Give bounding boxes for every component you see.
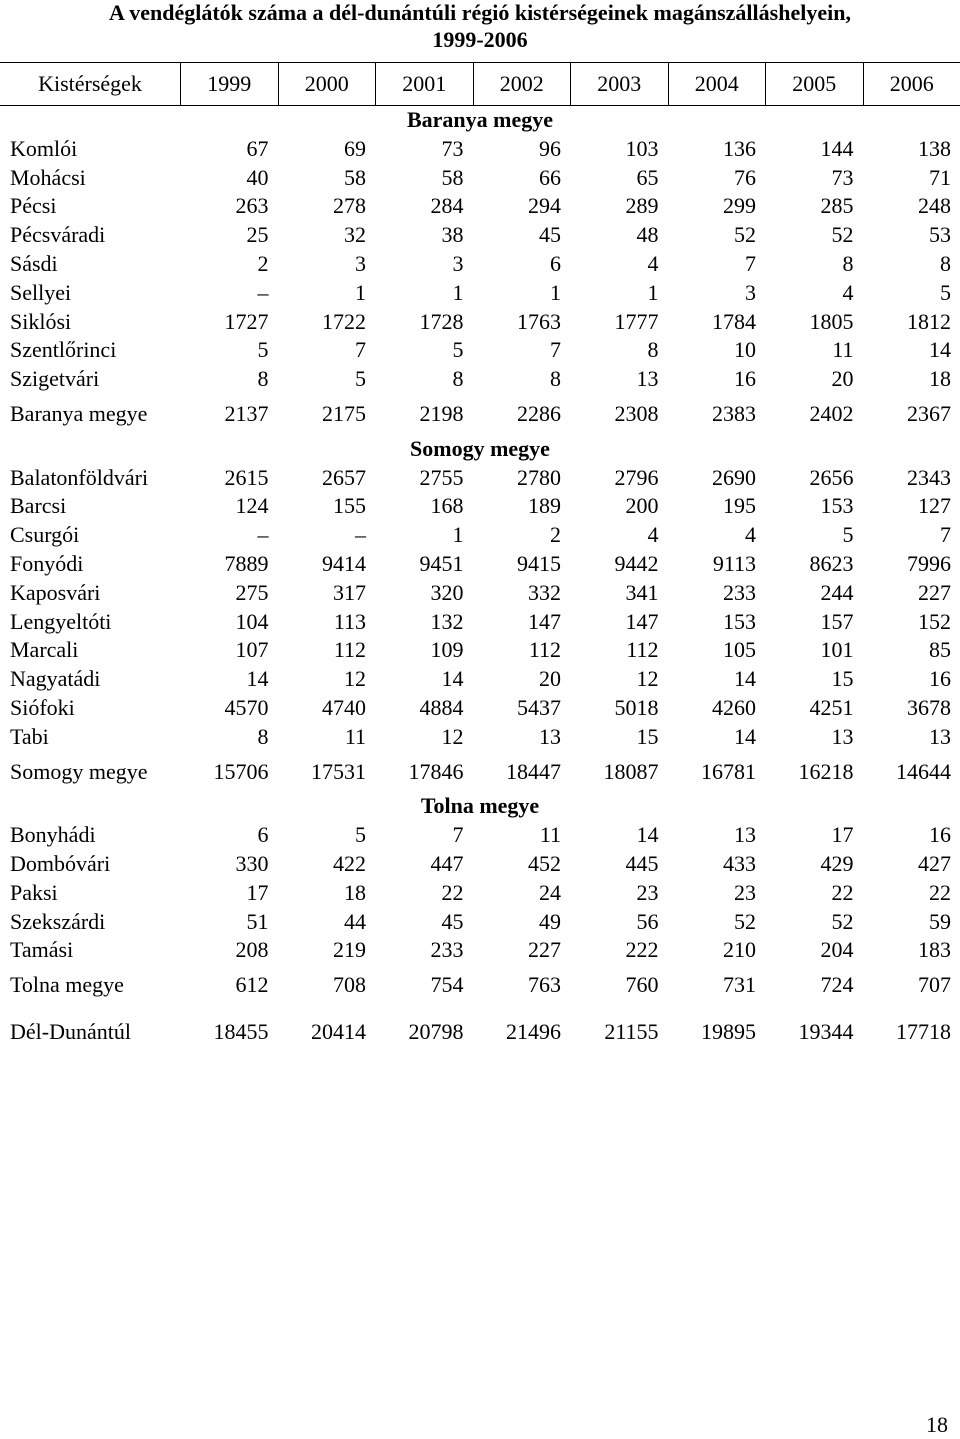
value-cell: 341 — [570, 579, 668, 608]
value-cell: 2615 — [180, 464, 278, 493]
value-cell: 1 — [570, 279, 668, 308]
table-title-line-1: A vendéglátók száma a dél-dunántúli régió kistérségeinek magánszálláshelyein, — [0, 0, 960, 26]
table-row — [0, 908, 960, 937]
value-cell: 2656 — [765, 464, 863, 493]
value-cell: 13 — [570, 365, 668, 394]
value-cell: 2402 — [765, 400, 863, 429]
value-cell: 17 — [180, 879, 278, 908]
value-cell: 5437 — [473, 694, 571, 723]
value-cell: 152 — [863, 608, 960, 637]
header-cell-year: 2003 — [570, 63, 668, 105]
value-cell: 107 — [180, 636, 278, 665]
value-cell: 1728 — [375, 308, 473, 337]
value-cell: – — [180, 279, 278, 308]
value-cell: 16218 — [765, 758, 863, 787]
region-total-row — [0, 1018, 960, 1047]
value-cell: 200 — [570, 492, 668, 521]
table-row — [0, 365, 960, 394]
value-cell: 112 — [570, 636, 668, 665]
value-cell: 13 — [473, 723, 571, 752]
table-row — [0, 164, 960, 193]
value-cell: 20414 — [278, 1018, 376, 1047]
row-label: Tamási — [0, 936, 180, 965]
value-cell: 760 — [570, 971, 668, 1000]
value-cell: 49 — [473, 908, 571, 937]
value-cell: 195 — [668, 492, 766, 521]
value-cell: 11 — [278, 723, 376, 752]
value-cell: 433 — [668, 850, 766, 879]
value-cell: 3 — [668, 279, 766, 308]
value-cell: 112 — [278, 636, 376, 665]
value-cell: 447 — [375, 850, 473, 879]
value-cell: 332 — [473, 579, 571, 608]
section-heading: Baranya megye — [0, 106, 960, 135]
value-cell: 724 — [765, 971, 863, 1000]
value-cell: 1777 — [570, 308, 668, 337]
row-label: Pécsi — [0, 192, 180, 221]
value-cell: 227 — [863, 579, 960, 608]
row-label: Csurgói — [0, 521, 180, 550]
value-cell: 147 — [473, 608, 571, 637]
value-cell: 5 — [765, 521, 863, 550]
value-cell: 4 — [668, 521, 766, 550]
table-row — [0, 135, 960, 164]
header-cell-label: Kistérségek — [0, 63, 180, 105]
value-cell: 85 — [863, 636, 960, 665]
row-label: Siklósi — [0, 308, 180, 337]
value-cell: 19895 — [668, 1018, 766, 1047]
row-label: Lengyeltóti — [0, 608, 180, 637]
value-cell: 2796 — [570, 464, 668, 493]
value-cell: 14644 — [863, 758, 960, 787]
value-cell: 5 — [278, 821, 376, 850]
value-cell: 11 — [765, 336, 863, 365]
value-cell: 208 — [180, 936, 278, 965]
value-cell: 17718 — [863, 1018, 960, 1047]
value-cell: 2 — [473, 521, 571, 550]
value-cell: 14 — [180, 665, 278, 694]
value-cell: 51 — [180, 908, 278, 937]
value-cell: 222 — [570, 936, 668, 965]
value-cell: 9442 — [570, 550, 668, 579]
value-cell: 153 — [668, 608, 766, 637]
value-cell: 18447 — [473, 758, 571, 787]
value-cell: 275 — [180, 579, 278, 608]
value-cell: 294 — [473, 192, 571, 221]
row-label: Szentlőrinci — [0, 336, 180, 365]
value-cell: 7 — [375, 821, 473, 850]
value-cell: 2383 — [668, 400, 766, 429]
row-label: Paksi — [0, 879, 180, 908]
row-label: Sásdi — [0, 250, 180, 279]
value-cell: 2367 — [863, 400, 960, 429]
value-cell: 6 — [473, 250, 571, 279]
value-cell: 2175 — [278, 400, 376, 429]
value-cell: 2286 — [473, 400, 571, 429]
value-cell: 4 — [570, 521, 668, 550]
value-cell: 52 — [668, 221, 766, 250]
value-cell: 422 — [278, 850, 376, 879]
value-cell: 14 — [863, 336, 960, 365]
table-row — [0, 279, 960, 308]
value-cell: 4740 — [278, 694, 376, 723]
value-cell: 183 — [863, 936, 960, 965]
table-row — [0, 250, 960, 279]
value-cell: 20 — [765, 365, 863, 394]
table-title-line-2: 1999-2006 — [0, 26, 960, 53]
value-cell: 40 — [180, 164, 278, 193]
value-cell: 5 — [375, 336, 473, 365]
value-cell: 1784 — [668, 308, 766, 337]
value-cell: 285 — [765, 192, 863, 221]
value-cell: 7889 — [180, 550, 278, 579]
value-cell: 612 — [180, 971, 278, 1000]
value-cell: 11 — [473, 821, 571, 850]
value-cell: 17531 — [278, 758, 376, 787]
value-cell: 136 — [668, 135, 766, 164]
value-cell: 2308 — [570, 400, 668, 429]
value-cell: 7996 — [863, 550, 960, 579]
value-cell: 248 — [863, 192, 960, 221]
value-cell: 16 — [863, 821, 960, 850]
value-cell: 8 — [765, 250, 863, 279]
value-cell: 22 — [863, 879, 960, 908]
value-cell: 8623 — [765, 550, 863, 579]
value-cell: 6 — [180, 821, 278, 850]
value-cell: 9451 — [375, 550, 473, 579]
value-cell: 4260 — [668, 694, 766, 723]
value-cell: 4570 — [180, 694, 278, 723]
value-cell: 17 — [765, 821, 863, 850]
value-cell: 25 — [180, 221, 278, 250]
value-cell: 1805 — [765, 308, 863, 337]
value-cell: 15 — [570, 723, 668, 752]
value-cell: 18 — [278, 879, 376, 908]
value-cell: 2137 — [180, 400, 278, 429]
value-cell: 1 — [375, 279, 473, 308]
table-row — [0, 521, 960, 550]
value-cell: 289 — [570, 192, 668, 221]
value-cell: 65 — [570, 164, 668, 193]
value-cell: 7 — [863, 521, 960, 550]
value-cell: – — [278, 521, 376, 550]
table-row — [0, 936, 960, 965]
value-cell: 24 — [473, 879, 571, 908]
value-cell: 71 — [863, 164, 960, 193]
value-cell: 4 — [570, 250, 668, 279]
value-cell: 16 — [668, 365, 766, 394]
value-cell: 13 — [765, 723, 863, 752]
table-row — [0, 550, 960, 579]
value-cell: 7 — [668, 250, 766, 279]
value-cell: 9414 — [278, 550, 376, 579]
county-total-row — [0, 400, 960, 429]
value-cell: 284 — [375, 192, 473, 221]
value-cell: 189 — [473, 492, 571, 521]
value-cell: 2343 — [863, 464, 960, 493]
row-label: Szekszárdi — [0, 908, 180, 937]
value-cell: 66 — [473, 164, 571, 193]
value-cell: 18455 — [180, 1018, 278, 1047]
row-label: Szigetvári — [0, 365, 180, 394]
row-label: Nagyatádi — [0, 665, 180, 694]
value-cell: 52 — [765, 908, 863, 937]
value-cell: 52 — [765, 221, 863, 250]
value-cell: 144 — [765, 135, 863, 164]
value-cell: 263 — [180, 192, 278, 221]
value-cell: 754 — [375, 971, 473, 1000]
value-cell: 53 — [863, 221, 960, 250]
value-cell: 155 — [278, 492, 376, 521]
value-cell: 38 — [375, 221, 473, 250]
value-cell: 7 — [278, 336, 376, 365]
value-cell: 8 — [863, 250, 960, 279]
value-cell: 3 — [278, 250, 376, 279]
row-label: Siófoki — [0, 694, 180, 723]
value-cell: 4251 — [765, 694, 863, 723]
row-label: Marcali — [0, 636, 180, 665]
value-cell: 9113 — [668, 550, 766, 579]
header-cell-year: 2006 — [863, 63, 960, 105]
value-cell: 9415 — [473, 550, 571, 579]
value-cell: 1727 — [180, 308, 278, 337]
value-cell: 3678 — [863, 694, 960, 723]
value-cell: 3 — [375, 250, 473, 279]
row-label: Balatonföldvári — [0, 464, 180, 493]
value-cell: 1 — [278, 279, 376, 308]
value-cell: 427 — [863, 850, 960, 879]
value-cell: 244 — [765, 579, 863, 608]
value-cell: 445 — [570, 850, 668, 879]
value-cell: 8 — [180, 365, 278, 394]
value-cell: 20 — [473, 665, 571, 694]
value-cell: 320 — [375, 579, 473, 608]
value-cell: 52 — [668, 908, 766, 937]
value-cell: 708 — [278, 971, 376, 1000]
value-cell: 2780 — [473, 464, 571, 493]
data-table — [0, 62, 960, 1047]
value-cell: 22 — [375, 879, 473, 908]
value-cell: 8 — [473, 365, 571, 394]
value-cell: 4 — [765, 279, 863, 308]
value-cell: 12 — [375, 723, 473, 752]
value-cell: 67 — [180, 135, 278, 164]
value-cell: 73 — [375, 135, 473, 164]
value-cell: 429 — [765, 850, 863, 879]
value-cell: 12 — [570, 665, 668, 694]
value-cell: 20798 — [375, 1018, 473, 1047]
table-row — [0, 850, 960, 879]
row-label: Kaposvári — [0, 579, 180, 608]
value-cell: 14 — [375, 665, 473, 694]
value-cell: 44 — [278, 908, 376, 937]
value-cell: 132 — [375, 608, 473, 637]
table-row — [0, 723, 960, 752]
value-cell: 1763 — [473, 308, 571, 337]
value-cell: 2657 — [278, 464, 376, 493]
value-cell: 109 — [375, 636, 473, 665]
value-cell: – — [180, 521, 278, 550]
value-cell: 8 — [180, 723, 278, 752]
value-cell: 5 — [863, 279, 960, 308]
value-cell: 103 — [570, 135, 668, 164]
row-label: Mohácsi — [0, 164, 180, 193]
section-heading: Somogy megye — [0, 435, 960, 464]
header-cell-year: 1999 — [180, 63, 278, 105]
value-cell: 2755 — [375, 464, 473, 493]
row-label: Barcsi — [0, 492, 180, 521]
value-cell: 10 — [668, 336, 766, 365]
header-cell-year: 2004 — [668, 63, 766, 105]
row-label: Dél-Dunántúl — [0, 1018, 180, 1047]
value-cell: 317 — [278, 579, 376, 608]
table-row — [0, 608, 960, 637]
table-row — [0, 192, 960, 221]
value-cell: 45 — [375, 908, 473, 937]
value-cell: 227 — [473, 936, 571, 965]
table-row — [0, 694, 960, 723]
value-cell: 233 — [375, 936, 473, 965]
value-cell: 452 — [473, 850, 571, 879]
value-cell: 14 — [668, 665, 766, 694]
table-row — [0, 879, 960, 908]
row-label: Bonyhádi — [0, 821, 180, 850]
value-cell: 58 — [375, 164, 473, 193]
value-cell: 21155 — [570, 1018, 668, 1047]
header-cell-year: 2000 — [278, 63, 376, 105]
value-cell: 76 — [668, 164, 766, 193]
value-cell: 5 — [278, 365, 376, 394]
value-cell: 157 — [765, 608, 863, 637]
value-cell: 16781 — [668, 758, 766, 787]
value-cell: 59 — [863, 908, 960, 937]
value-cell: 104 — [180, 608, 278, 637]
table-row — [0, 665, 960, 694]
row-label: Tabi — [0, 723, 180, 752]
value-cell: 2 — [180, 250, 278, 279]
county-total-row — [0, 971, 960, 1000]
value-cell: 105 — [668, 636, 766, 665]
value-cell: 13 — [668, 821, 766, 850]
row-label: Somogy megye — [0, 758, 180, 787]
value-cell: 219 — [278, 936, 376, 965]
value-cell: 73 — [765, 164, 863, 193]
section-heading: Tolna megye — [0, 792, 960, 821]
value-cell: 19344 — [765, 1018, 863, 1047]
value-cell: 4884 — [375, 694, 473, 723]
table-row — [0, 308, 960, 337]
row-label: Komlói — [0, 135, 180, 164]
value-cell: 299 — [668, 192, 766, 221]
value-cell: 45 — [473, 221, 571, 250]
value-cell: 233 — [668, 579, 766, 608]
table-row — [0, 464, 960, 493]
value-cell: 1 — [473, 279, 571, 308]
value-cell: 1 — [375, 521, 473, 550]
value-cell: 12 — [278, 665, 376, 694]
value-cell: 731 — [668, 971, 766, 1000]
value-cell: 7 — [473, 336, 571, 365]
value-cell: 8 — [375, 365, 473, 394]
value-cell: 23 — [570, 879, 668, 908]
row-label: Pécsváradi — [0, 221, 180, 250]
value-cell: 113 — [278, 608, 376, 637]
table-row — [0, 579, 960, 608]
row-label: Fonyódi — [0, 550, 180, 579]
value-cell: 101 — [765, 636, 863, 665]
row-label: Dombóvári — [0, 850, 180, 879]
value-cell: 15 — [765, 665, 863, 694]
value-cell: 707 — [863, 971, 960, 1000]
value-cell: 16 — [863, 665, 960, 694]
value-cell: 17846 — [375, 758, 473, 787]
value-cell: 1812 — [863, 308, 960, 337]
value-cell: 13 — [863, 723, 960, 752]
value-cell: 2690 — [668, 464, 766, 493]
value-cell: 763 — [473, 971, 571, 1000]
value-cell: 278 — [278, 192, 376, 221]
value-cell: 56 — [570, 908, 668, 937]
value-cell: 18 — [863, 365, 960, 394]
value-cell: 69 — [278, 135, 376, 164]
value-cell: 21496 — [473, 1018, 571, 1047]
value-cell: 22 — [765, 879, 863, 908]
value-cell: 153 — [765, 492, 863, 521]
value-cell: 2198 — [375, 400, 473, 429]
table-row — [0, 221, 960, 250]
table-row — [0, 636, 960, 665]
page-number: 18 — [926, 1411, 948, 1439]
value-cell: 58 — [278, 164, 376, 193]
value-cell: 32 — [278, 221, 376, 250]
row-label: Tolna megye — [0, 971, 180, 1000]
table-title — [0, 0, 960, 53]
value-cell: 204 — [765, 936, 863, 965]
row-label: Sellyei — [0, 279, 180, 308]
value-cell: 112 — [473, 636, 571, 665]
table-row — [0, 492, 960, 521]
value-cell: 14 — [570, 821, 668, 850]
header-cell-year: 2002 — [473, 63, 571, 105]
value-cell: 23 — [668, 879, 766, 908]
table-header-row — [0, 62, 960, 106]
value-cell: 168 — [375, 492, 473, 521]
value-cell: 8 — [570, 336, 668, 365]
table-row — [0, 336, 960, 365]
value-cell: 330 — [180, 850, 278, 879]
value-cell: 1722 — [278, 308, 376, 337]
header-cell-year: 2005 — [765, 63, 863, 105]
row-label: Baranya megye — [0, 400, 180, 429]
value-cell: 18087 — [570, 758, 668, 787]
value-cell: 15706 — [180, 758, 278, 787]
value-cell: 138 — [863, 135, 960, 164]
county-total-row — [0, 758, 960, 787]
value-cell: 96 — [473, 135, 571, 164]
value-cell: 5 — [180, 336, 278, 365]
value-cell: 14 — [668, 723, 766, 752]
value-cell: 147 — [570, 608, 668, 637]
header-cell-year: 2001 — [375, 63, 473, 105]
value-cell: 127 — [863, 492, 960, 521]
table-row — [0, 821, 960, 850]
value-cell: 5018 — [570, 694, 668, 723]
value-cell: 48 — [570, 221, 668, 250]
value-cell: 124 — [180, 492, 278, 521]
value-cell: 210 — [668, 936, 766, 965]
